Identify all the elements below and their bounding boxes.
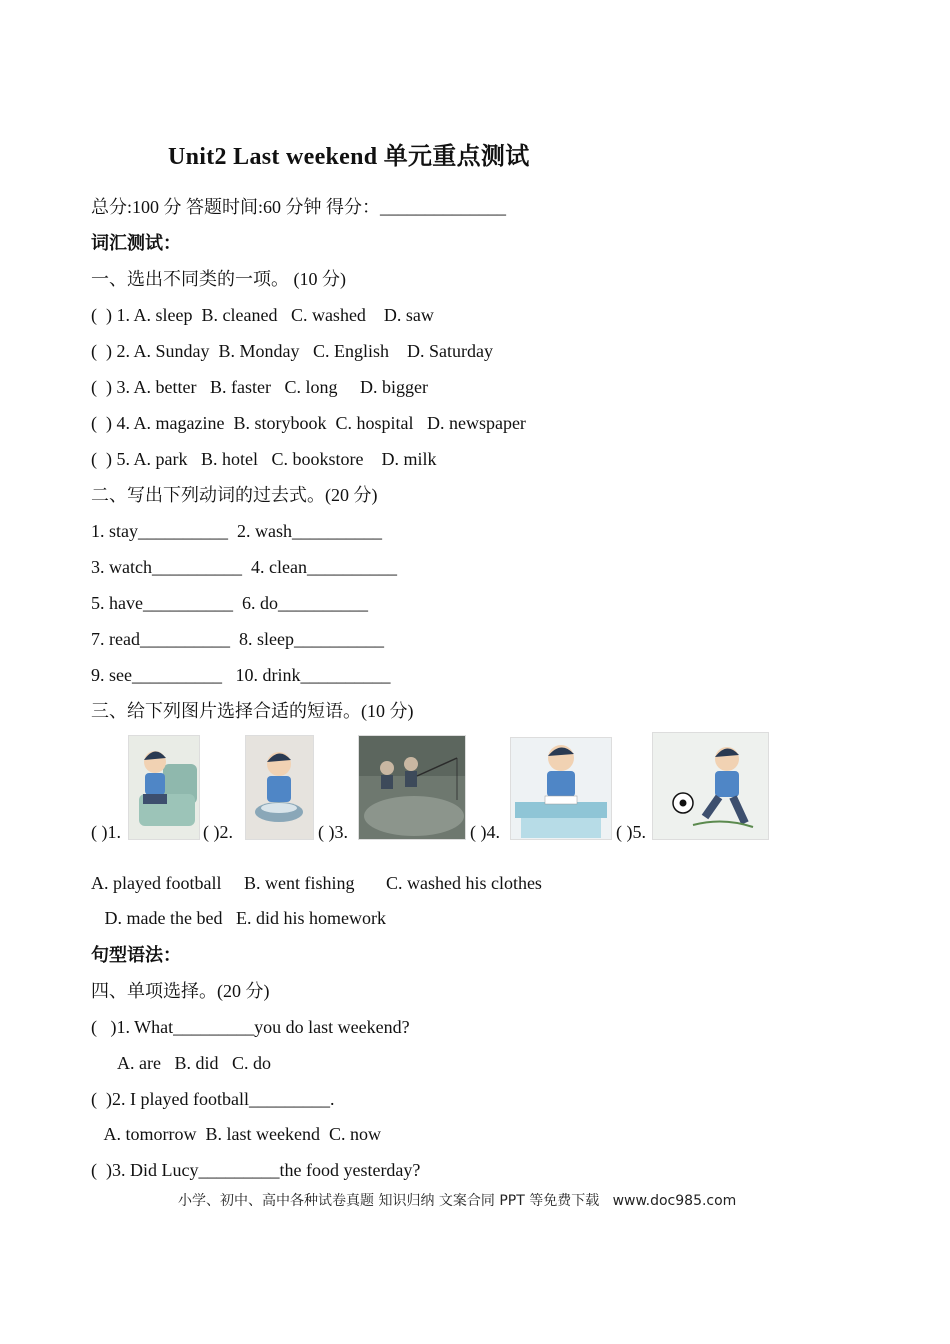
part1-item: ( ) 2. A. Sunday B. Monday C. English D. Saturday — [91, 341, 493, 361]
section-grammar-heading: 句型语法： — [91, 945, 181, 965]
part2-row: 7. read__________ 8. sleep__________ — [91, 629, 384, 649]
picture-went-fishing — [358, 735, 466, 840]
part2-heading: 二、写出下列动词的过去式。(20 分) — [91, 485, 378, 505]
picture-label-3: ( )3. — [318, 822, 348, 842]
score-line: 总分:100 分 答题时间:60 分钟 得分：______________ — [91, 197, 507, 217]
picture-washed-clothes — [245, 735, 314, 840]
picture-label-2: ( )2. — [203, 822, 233, 842]
part2-row: 9. see__________ 10. drink__________ — [91, 665, 391, 685]
picture-label-5: ( )5. — [616, 822, 646, 842]
part4-question-2: ( )2. I played football_________. — [91, 1089, 335, 1109]
part1-item: ( ) 3. A. better B. faster C. long D. bigger — [91, 377, 428, 397]
part4-heading: 四、单项选择。(20 分) — [91, 981, 270, 1001]
part1-item: ( ) 5. A. park B. hotel C. bookstore D. milk — [91, 449, 437, 469]
section-vocab-heading: 词汇测试： — [91, 233, 181, 253]
part1-item: ( ) 1. A. sleep B. cleaned C. washed D. saw — [91, 305, 434, 325]
part1-item: ( ) 4. A. magazine B. storybook C. hospital D. newspaper — [91, 413, 526, 433]
part2-row: 1. stay__________ 2. wash__________ — [91, 521, 382, 541]
part4-question-1-options: A. are B. did C. do — [91, 1053, 271, 1073]
part3-options-line2: D. made the bed E. did his homework — [91, 908, 386, 928]
part4-question-1: ( )1. What_________you do last weekend? — [91, 1017, 410, 1037]
part1-heading: 一、选出不同类的一项。 (10 分) — [91, 269, 346, 289]
page-title: Unit2 Last weekend 单元重点测试 — [168, 144, 530, 170]
part2-row: 5. have__________ 6. do__________ — [91, 593, 368, 613]
part3-options-line1: A. played football B. went fishing C. washed his clothes — [91, 873, 542, 893]
page-footer: 小学、初中、高中各种试卷真题 知识归纳 文案合同 PPT 等免费下载 www.doc985.com — [178, 1193, 737, 1209]
picture-did-homework — [510, 737, 612, 840]
part4-question-2-options: A. tomorrow B. last weekend C. now — [91, 1124, 381, 1144]
part2-row: 3. watch__________ 4. clean__________ — [91, 557, 397, 577]
picture-label-1: ( )1. — [91, 822, 121, 842]
part4-question-3: ( )3. Did Lucy_________the food yesterday? — [91, 1160, 421, 1180]
picture-played-football — [652, 732, 769, 840]
picture-label-4: ( )4. — [470, 822, 500, 842]
picture-made-the-bed — [128, 735, 200, 840]
part3-heading: 三、给下列图片选择合适的短语。(10 分) — [91, 701, 414, 721]
